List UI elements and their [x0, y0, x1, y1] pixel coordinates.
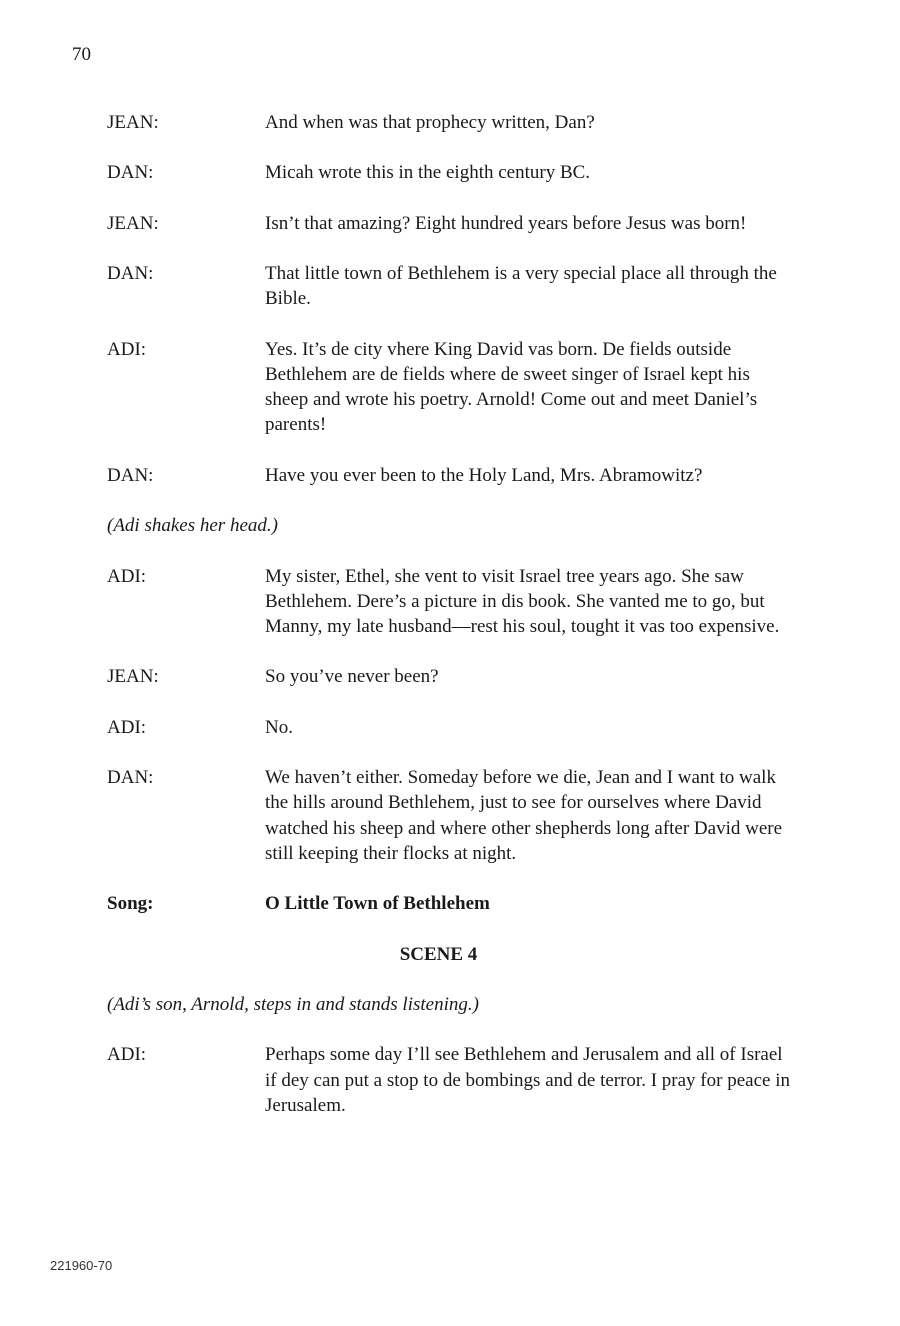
speaker-name: ADI:	[107, 338, 147, 360]
dialogue-line	[107, 664, 807, 689]
dialogue-text: So you’ve never been?	[265, 666, 439, 688]
speaker-name: JEAN:	[107, 212, 159, 234]
speaker-name: JEAN:	[107, 666, 159, 688]
dialogue-text: Isn’t that amazing? Eight hundred years before Jesus was born!	[265, 212, 747, 234]
dialogue-text: My sister, Ethel, she vent to visit Israel tree years ago. She saw Bethlehem. Dere’s a picture in dis book. She vanted me to go, but Manny, my late husband—rest his soul, tought it vas too expensive.	[265, 565, 780, 637]
scene-heading: SCENE 4	[399, 943, 478, 965]
dialogue-line	[107, 765, 807, 866]
speaker-name: ADI:	[107, 716, 147, 738]
dialogue-line	[107, 211, 807, 236]
dialogue-text: That little town of Bethlehem is a very special place all through the Bible.	[265, 263, 777, 310]
speaker-name: DAN:	[107, 162, 154, 184]
footer-code: 221960-70	[50, 1258, 113, 1273]
dialogue-text: Yes. It’s de city vhere King David vas born. De fields outside Bethlehem are de fields where de sweet singer of Israel kept his sheep and wrote his poetry. Arnold! Come out and meet Daniel’s parents!	[265, 338, 758, 436]
script-body	[107, 110, 807, 1143]
dialogue-line	[107, 1042, 807, 1118]
dialogue-text: And when was that prophecy written, Dan?	[265, 112, 595, 133]
song-title: O Little Town of Bethlehem	[265, 893, 490, 915]
speaker-name: DAN:	[107, 464, 154, 486]
song-cue	[107, 891, 807, 916]
stage-direction: (Adi’s son, Arnold, steps in and stands listening.)	[107, 993, 479, 1015]
dialogue-line	[107, 110, 807, 135]
dialogue-line	[107, 160, 807, 185]
dialogue-text: Perhaps some day I’ll see Bethlehem and Jerusalem and all of Israel if dey can put a stop to de bombings and de terror. I pray for peace in Jerusalem.	[265, 1044, 790, 1116]
stage-direction: (Adi shakes her head.)	[107, 515, 278, 537]
speaker-name: ADI:	[107, 565, 147, 587]
dialogue-line	[107, 337, 807, 438]
speaker-name: DAN:	[107, 263, 154, 285]
dialogue-line	[107, 715, 807, 740]
dialogue-line	[107, 463, 807, 488]
dialogue-text: We haven’t either. Someday before we die, Jean and I want to walk the hills around Bethlehem, just to see for ourselves where David watched his sheep and where other shepherds long after David were still keeping their flocks at night.	[265, 767, 783, 864]
dialogue-text: Micah wrote this in the eighth century BC.	[265, 162, 591, 184]
speaker-name: DAN:	[107, 767, 154, 789]
speaker-name: ADI:	[107, 1044, 147, 1066]
dialogue-text: No.	[265, 716, 293, 738]
speaker-name: JEAN:	[107, 112, 159, 133]
dialogue-line	[107, 261, 807, 311]
dialogue-text: Have you ever been to the Holy Land, Mrs. Abramowitz?	[265, 464, 703, 486]
page-number: 70	[72, 44, 91, 65]
dialogue-line	[107, 564, 807, 640]
song-label: Song:	[107, 893, 154, 915]
